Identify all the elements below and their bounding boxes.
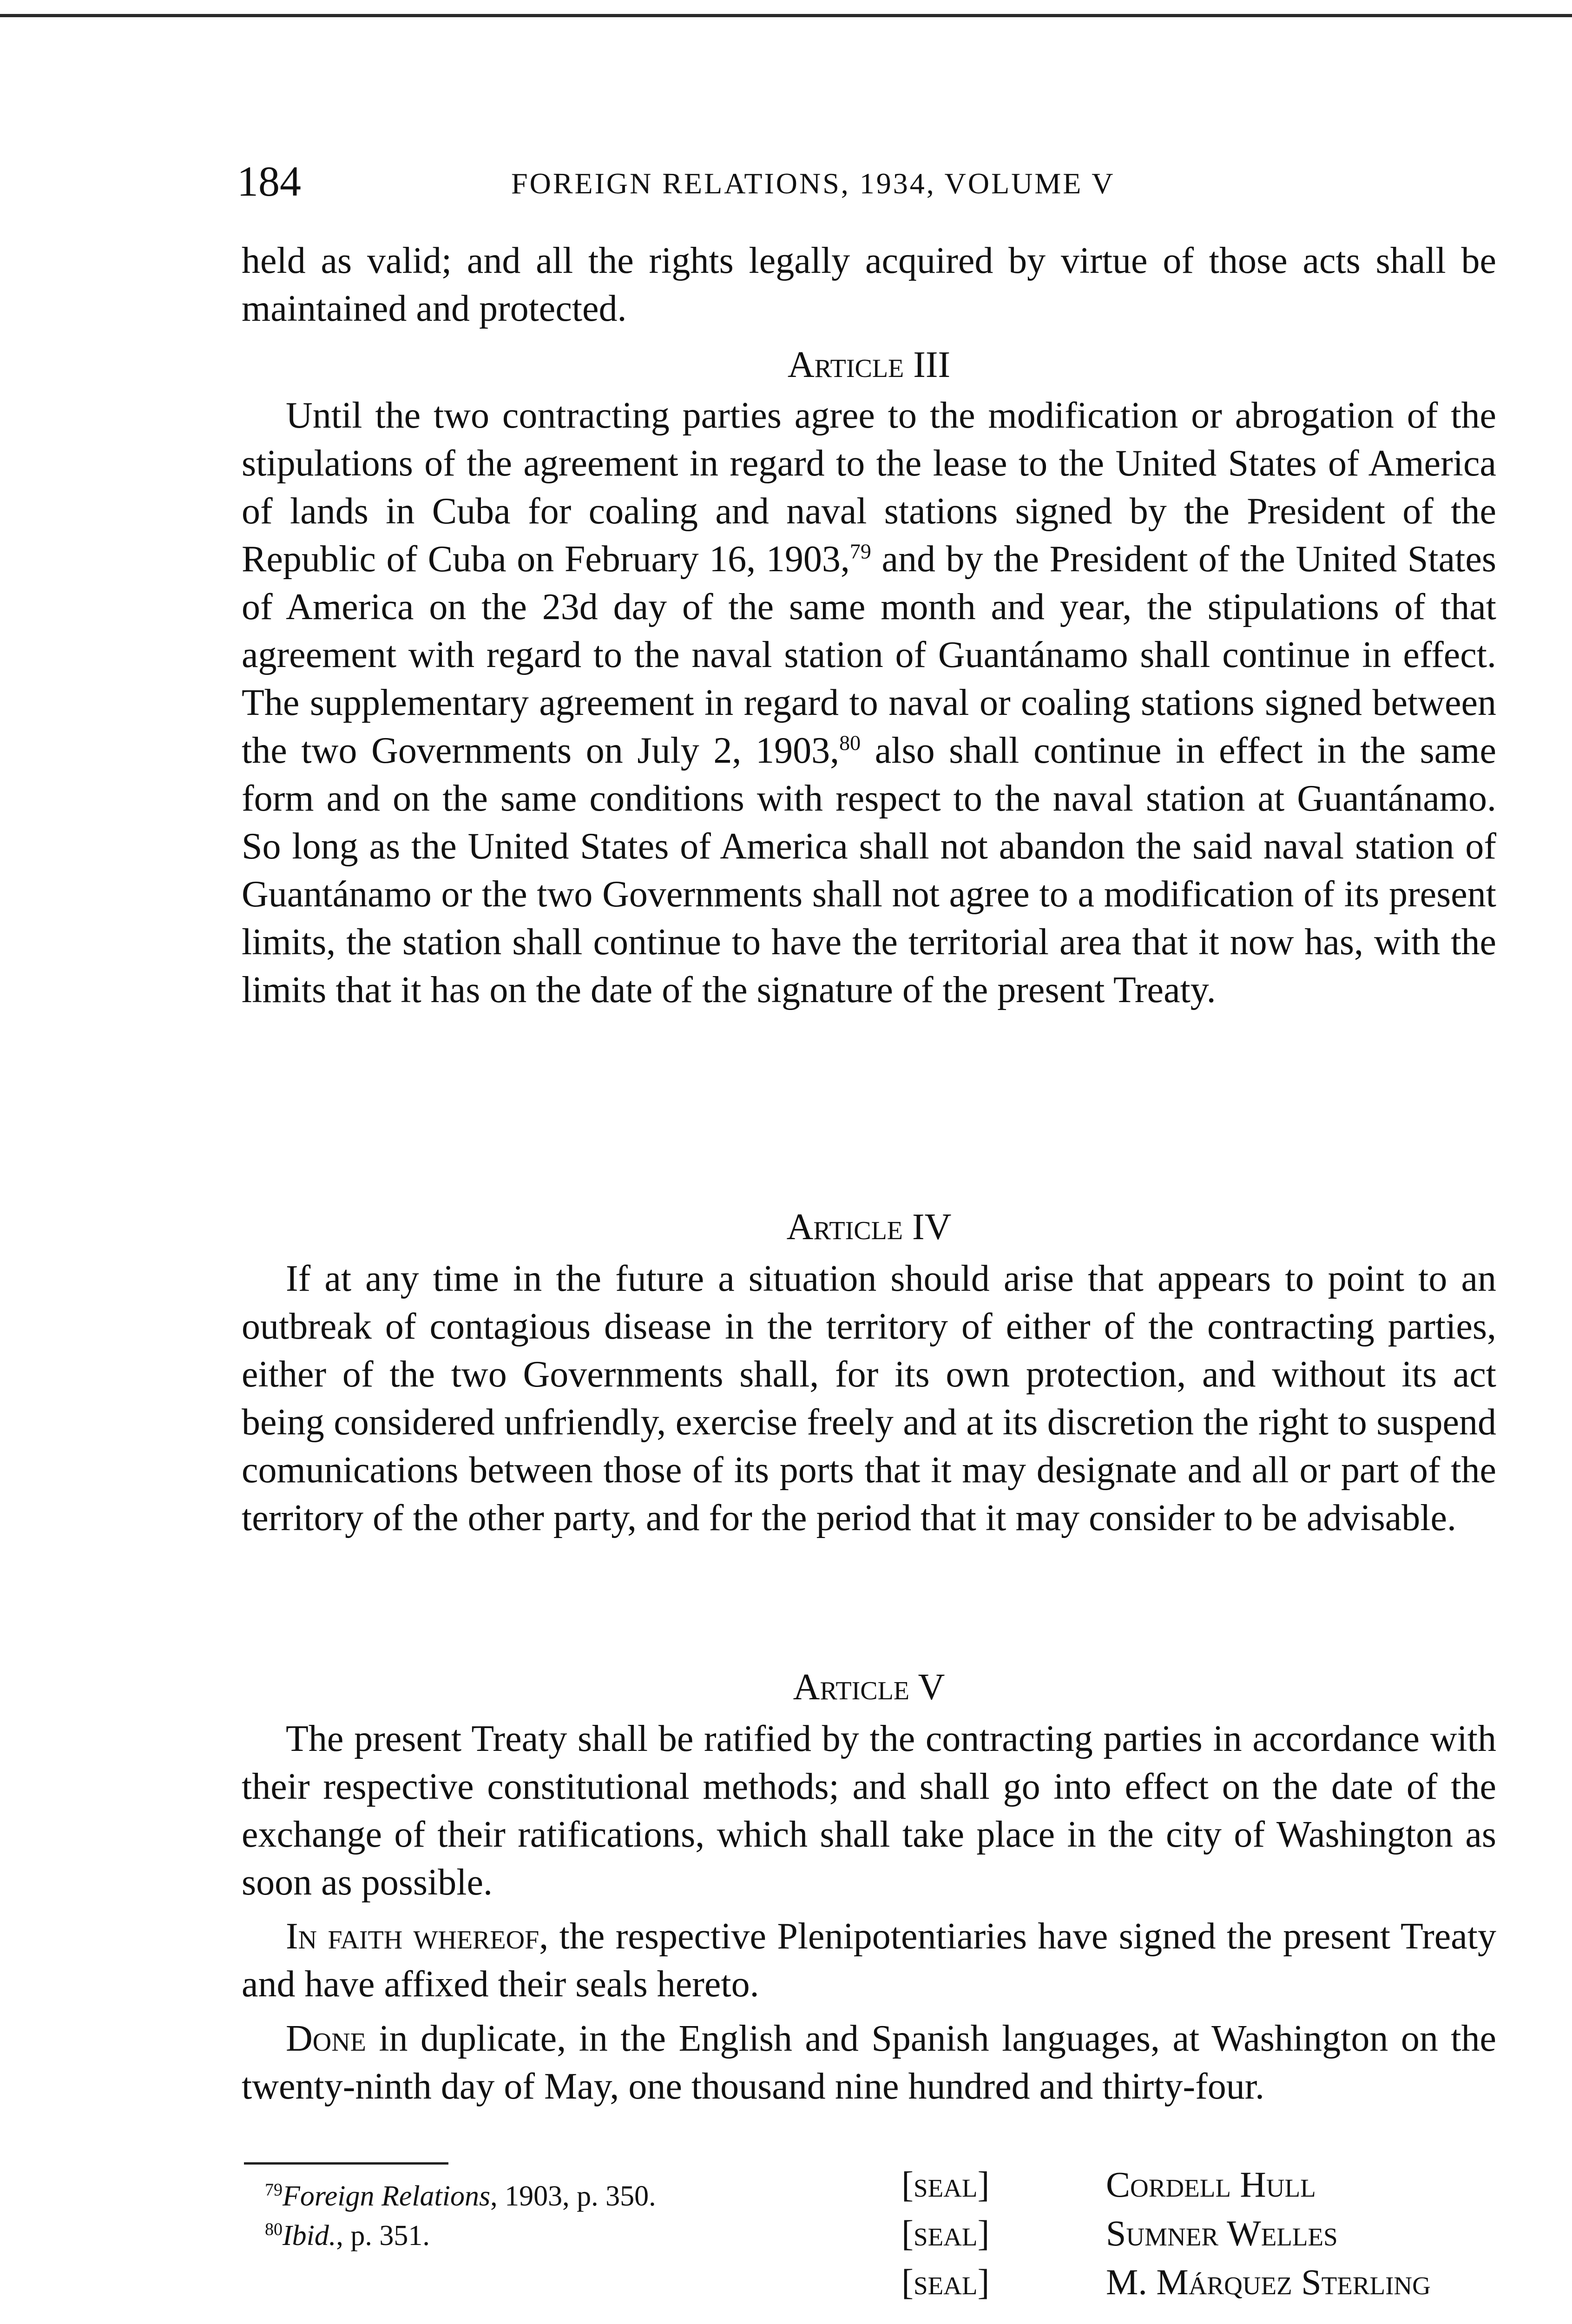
footnote-mark: 79	[265, 2180, 283, 2200]
top-rule	[0, 14, 1572, 17]
article-iii-text	[242, 392, 1496, 1014]
footnote-79	[265, 2178, 656, 2215]
footnote-source: Foreign Relations	[283, 2180, 491, 2212]
seal-mark: [seal]	[901, 2164, 990, 2205]
seal-mark: [seal]	[901, 2262, 990, 2302]
done-lead: Done	[286, 2018, 366, 2059]
page-number: 184	[237, 158, 301, 205]
continuation-paragraph: held as valid; and all the rights legally acquired by virtue of those acts shall be maintained and protected.	[242, 240, 1496, 329]
in-faith-lead: In faith whereof	[286, 1916, 539, 1957]
signer-name: M. Márquez Sterling	[1106, 2262, 1431, 2302]
article-iii-text-part1: Until the two contracting parties agree to the modification or abrogation of the stipulations of the agreement in regard to the lease to the United States of America of lands in Cuba for coaling and naval stations signed by the President of the Republic of Cuba on February 16, 1903,	[242, 395, 1496, 580]
footnote-ref-79[interactable]: 79	[849, 539, 871, 563]
footnote-detail: , p. 351.	[336, 2220, 430, 2251]
signer-name: Cordell Hull	[1106, 2164, 1316, 2205]
footnote-mark: 80	[265, 2219, 283, 2239]
in-faith-paragraph	[242, 1913, 1496, 2008]
footnote-80	[265, 2217, 430, 2254]
footnote-ref-80[interactable]: 80	[839, 731, 861, 755]
seal-mark: [seal]	[901, 2213, 990, 2253]
article-iii-text-part3: also shall continue in effect in the same form and on the same conditions with respect to the naval station at Guantánamo. So long as the United States of America shall not abandon the said naval station of Guantánamo or the two Governments shall not agree to a modification of its present limits, the station shall continue to have the territorial area that it now has, with the limits that it has on the date of the signature of the present Treaty.	[242, 730, 1497, 1010]
article-iii-heading: Article III	[787, 344, 951, 385]
article-iv-heading: Article IV	[786, 1207, 952, 1248]
running-title: FOREIGN RELATIONS, 1934, VOLUME V	[511, 167, 1115, 200]
article-iii-text-part2: and by the President of the United States of America on the 23d day of the same month and year, the stipulations of that agreement with regard to the naval station of Guantánamo shall continue in effect. The supplementary agreement in regard to naval or coaling stations signed between the two Governments on July 2, 1903,	[242, 539, 1497, 771]
footnote-rule	[244, 2162, 448, 2165]
article-v-heading: Article V	[793, 1667, 945, 1708]
in-faith-text: , the respective Plenipotentiaries have signed the present Treaty and have affixed their seals hereto.	[242, 1916, 1496, 2005]
footnote-source: Ibid.	[283, 2220, 336, 2251]
footnote-detail: , 1903, p. 350.	[490, 2180, 656, 2212]
done-text: in duplicate, in the English and Spanish languages, at Washington on the twenty-ninth day of May, one thousand nine hundred and thirty-four.	[242, 2018, 1496, 2107]
running-head	[237, 153, 1492, 209]
article-v-text: The present Treaty shall be ratified by the contracting parties in accordance with their respective constitutional methods; and shall go into effect on the date of the exchange of their ratifications, which shall take place in the city of Washington as soon as possible.	[242, 1718, 1496, 1903]
signer-name: Sumner Welles	[1106, 2213, 1338, 2253]
article-iv-text: If at any time in the future a situation should arise that appears to point to an outbreak of contagious disease in the territory of either of the contracting parties, either of the two Governments shall, for its own protection, and without its act being considered unfriendly, exercise freely and at its discretion the right to suspend comunications between those of its ports that it may designate and all or part of the territory of the other party, and for the period that it may consider to be advisable.	[242, 1258, 1496, 1538]
done-paragraph	[242, 2015, 1496, 2111]
